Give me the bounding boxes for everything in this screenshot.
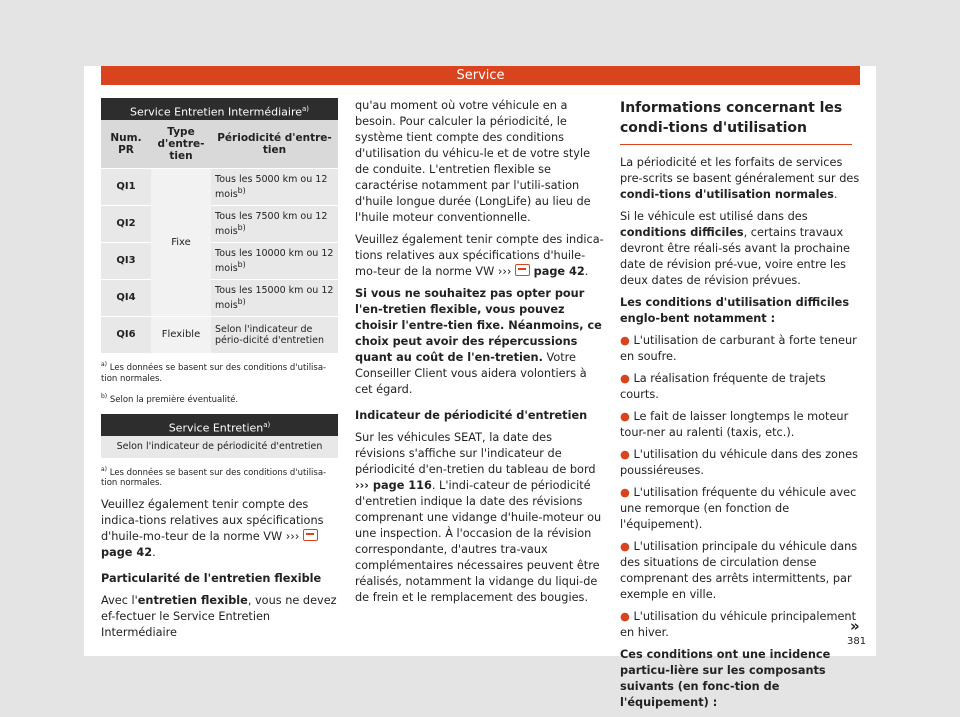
row-period: Tous les 5000 km ou 12 mois$^{b)}$: [211, 169, 338, 206]
row-period: Selon l'indicateur de pério-dicité d'entretien: [211, 317, 338, 354]
row-period: Tous les 10000 km ou 12 mois$^{b)}$: [211, 243, 338, 280]
bullet-icon: ●: [620, 410, 630, 423]
paragraph: Veuillez également tenir compte des indica-tions relatives aux spécifications d'huile-mo-teur de la norme VW ››› page 42.: [355, 233, 604, 278]
list-item: ● L'utilisation du véhicule principalement en hiver.: [620, 610, 856, 639]
header-num: Num. PR: [101, 120, 151, 169]
bullet-icon: ●: [620, 540, 630, 553]
paragraph: Si vous ne souhaitez pas opter pour l'en-tretien flexible, vous pouvez choisir l'entre-tien fixe. Néanmoins, ce choix peut avoir des répercussions quant au coût de l'en-tretien. Votre Conseiller Client vous aidera volontiers à cet égard.: [355, 287, 602, 396]
bullet-icon: ●: [620, 334, 630, 347]
header-period: Périodicité d'entre-tien: [211, 120, 338, 169]
paragraph: Veuillez également tenir compte des indica-tions relatives aux spécifications d'huile-mo-teur de la norme VW ››› page 42.: [101, 498, 324, 560]
table2-title: Service Entretien$^{a)}$: [101, 414, 338, 436]
list-item: ● Le fait de laisser longtemps le moteur tour-ner au ralenti (taxis, etc.).: [620, 410, 849, 439]
section-title: Informations concernant les condi-tions d'utilisation: [620, 98, 852, 145]
link-icon[interactable]: [303, 529, 318, 541]
footnote: $^{b)}$ Selon la première éventualité.: [101, 392, 239, 405]
subheading: Particularité de l'entretien flexible: [101, 572, 322, 586]
paragraph: Si le véhicule est utilisé dans des conditions difficiles, certains travaux devront être réali-sés avant la prochaine date de révision pré-vue, voire entre les deux dates de révision prévues.: [620, 210, 850, 287]
table-row: [101, 206, 338, 243]
bullet-icon: ●: [620, 486, 630, 499]
column-middle: [355, 98, 605, 612]
row-num: QI3: [101, 243, 151, 280]
list-item: ● L'utilisation de carburant à forte teneur en soufre.: [620, 334, 857, 363]
column-right: [620, 98, 860, 717]
row-num: QI4: [101, 280, 151, 317]
table-row: [101, 243, 338, 280]
list-item: ● L'utilisation du véhicule dans des zones poussiéreuses.: [620, 448, 858, 477]
bullet-icon: ●: [620, 610, 630, 623]
table-row: [101, 280, 338, 317]
row-num: QI1: [101, 169, 151, 206]
column-left: [101, 98, 338, 647]
table-row: [101, 169, 338, 206]
table1-title: Service Entretien Intermédiaire$^{a)}$: [101, 98, 338, 120]
row-period: Tous les 15000 km ou 12 mois$^{b)}$: [211, 280, 338, 317]
page-number: 381: [847, 636, 867, 647]
list-item: ● La réalisation fréquente de trajets courts.: [620, 372, 826, 401]
row-type: Flexible: [151, 317, 211, 354]
table-row: [101, 317, 338, 354]
page-link[interactable]: page 42: [101, 546, 153, 560]
footnote: $^{a)}$ Les données se basent sur des conditions d'utilisa-tion normales.: [101, 465, 327, 489]
type-fixe: Fixe: [151, 169, 211, 317]
subheading: Les conditions d'utilisation difficiles englo-bent notamment :: [620, 296, 850, 325]
section-header: Service: [101, 66, 860, 85]
header-type: Type d'entre-tien: [151, 120, 211, 169]
page-link[interactable]: page 42: [533, 265, 585, 278]
subheading: Indicateur de périodicité d'entretien: [355, 409, 588, 422]
page-link[interactable]: ››› page 116: [355, 479, 432, 492]
service-table: [101, 120, 338, 353]
row-num: QI2: [101, 206, 151, 243]
continue-icon: »: [850, 617, 860, 635]
paragraph: Avec l'entretien flexible, vous ne devez ef-fectuer le Service Entretien Intermédiaire: [101, 594, 337, 640]
bullet-icon: ●: [620, 448, 630, 461]
bullet-icon: ●: [620, 372, 630, 385]
subheading: Ces conditions ont une incidence particu-lière sur les composants suivants (en fonc-tion de l'équipement) :: [620, 648, 831, 709]
list-item: ● L'utilisation fréquente du véhicule avec une remorque (en fonction de l'équipement).: [620, 486, 857, 531]
table2-row: Selon l'indicateur de périodicité d'entretien: [101, 436, 338, 458]
link-icon[interactable]: [515, 264, 530, 276]
row-period: Tous les 7500 km ou 12 mois$^{b)}$: [211, 206, 338, 243]
paragraph: Sur les véhicules SEAT, la date des révisions s'affiche sur l'indicateur de périodicité d'en-tretien du tableau de bord ››› page 116. L'indi-cateur de périodicité d'entretien indique la date des révisions comprenant une vidange d'huile-moteur ou une inspection. À l'occasion de la révision correspondante, d'autres tra-vaux complémentaires nécessaires peuvent être réalisés, notamment la vidange du liqui-de de frein et le remplacement des bougies.: [355, 431, 602, 604]
list-item: ● L'utilisation principale du véhicule dans des situations de circulation dense comprenant des arrêts intermittents, par exemple en ville.: [620, 540, 858, 601]
footnote: $^{a)}$ Les données se basent sur des conditions d'utilisa-tion normales.: [101, 361, 327, 384]
paragraph: qu'au moment où votre véhicule en a besoin. Pour calculer la périodicité, le système tient compte des conditions d'utilisation du véhicu-le et de votre style de conduite. L'entretien flexible se caractérise notamment par l'utili-sation d'huile longue durée (LongLife) au lieu de l'huile moteur conventionnelle.: [355, 99, 591, 224]
row-num: QI6: [101, 317, 151, 354]
paragraph: La périodicité et les forfaits de services pre-scrits se basent généralement sur des condi-tions d'utilisation normales.: [620, 156, 860, 201]
